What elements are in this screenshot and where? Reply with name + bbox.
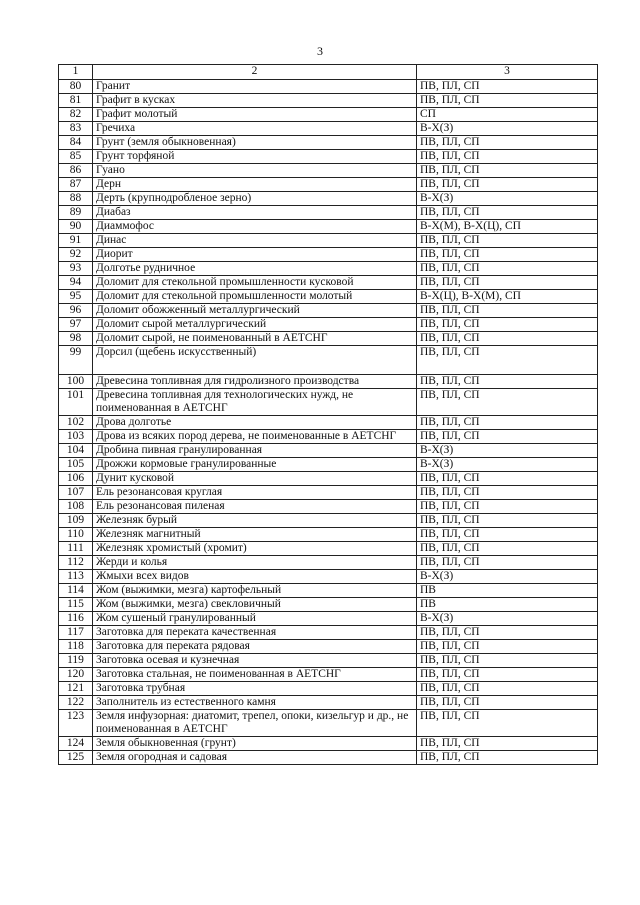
table-row <box>59 612 598 626</box>
table-row <box>59 304 598 318</box>
table-row <box>59 737 598 751</box>
row-code: ПВ, ПЛ, СП <box>417 248 598 262</box>
row-name: Доломит сырой, не поименованный в АЕТСНГ <box>93 332 417 346</box>
row-number: 94 <box>59 276 93 290</box>
row-name: Заготовка для переката качественная <box>93 626 417 640</box>
row-code: ПВ, ПЛ, СП <box>417 262 598 276</box>
row-code: ПВ, ПЛ, СП <box>417 751 598 765</box>
table-row <box>59 458 598 472</box>
table-row <box>59 416 598 430</box>
row-number: 83 <box>59 122 93 136</box>
table-row <box>59 346 598 375</box>
row-number: 100 <box>59 375 93 389</box>
row-number: 86 <box>59 164 93 178</box>
row-number: 122 <box>59 696 93 710</box>
table-row <box>59 430 598 444</box>
table-row <box>59 164 598 178</box>
row-number: 85 <box>59 150 93 164</box>
row-name: Диаммофос <box>93 220 417 234</box>
row-number: 81 <box>59 94 93 108</box>
row-number: 105 <box>59 458 93 472</box>
row-code: ПВ, ПЛ, СП <box>417 150 598 164</box>
row-code: ПВ, ПЛ, СП <box>417 500 598 514</box>
column-header-name: 2 <box>93 65 417 80</box>
table-row <box>59 248 598 262</box>
row-code: В-Х(З) <box>417 122 598 136</box>
row-name: Заготовка осевая и кузнечная <box>93 654 417 668</box>
row-number: 98 <box>59 332 93 346</box>
table-row <box>59 108 598 122</box>
row-name: Доломит для стекольной промышленности кусковой <box>93 276 417 290</box>
row-name: Гранит <box>93 80 417 94</box>
table-row <box>59 276 598 290</box>
row-name: Жмыхи всех видов <box>93 570 417 584</box>
row-number: 123 <box>59 710 93 737</box>
row-number: 90 <box>59 220 93 234</box>
table-row <box>59 514 598 528</box>
row-name: Жерди и колья <box>93 556 417 570</box>
row-number: 95 <box>59 290 93 304</box>
table-row <box>59 444 598 458</box>
row-code: ПВ, ПЛ, СП <box>417 710 598 737</box>
row-number: 120 <box>59 668 93 682</box>
row-number: 89 <box>59 206 93 220</box>
row-name: Земля инфузорная: диатомит, трепел, опоки, кизельгур и др., не поименованная в АЕТСНГ <box>93 710 417 737</box>
row-code: ПВ, ПЛ, СП <box>417 626 598 640</box>
row-name: Дрова долготье <box>93 416 417 430</box>
row-code: ПВ, ПЛ, СП <box>417 304 598 318</box>
row-number: 111 <box>59 542 93 556</box>
table-row <box>59 682 598 696</box>
row-number: 124 <box>59 737 93 751</box>
row-name: Железняк магнитный <box>93 528 417 542</box>
row-code: ПВ <box>417 598 598 612</box>
table-row <box>59 318 598 332</box>
row-number: 97 <box>59 318 93 332</box>
row-number: 114 <box>59 584 93 598</box>
row-name: Жом сушеный гранулированный <box>93 612 417 626</box>
row-number: 112 <box>59 556 93 570</box>
row-number: 108 <box>59 500 93 514</box>
row-name: Доломит для стекольной промышленности молотый <box>93 290 417 304</box>
table-row <box>59 654 598 668</box>
row-code: В-Х(Ц), В-Х(М), СП <box>417 290 598 304</box>
row-code: ПВ, ПЛ, СП <box>417 682 598 696</box>
row-code: ПВ, ПЛ, СП <box>417 178 598 192</box>
row-number: 119 <box>59 654 93 668</box>
row-code: ПВ, ПЛ, СП <box>417 276 598 290</box>
column-header-number: 1 <box>59 65 93 80</box>
table-row <box>59 751 598 765</box>
row-number: 91 <box>59 234 93 248</box>
table-row <box>59 94 598 108</box>
table-row <box>59 206 598 220</box>
table-row <box>59 80 598 94</box>
row-name: Дерть (крупнодробленое зерно) <box>93 192 417 206</box>
row-name: Гречиха <box>93 122 417 136</box>
row-number: 125 <box>59 751 93 765</box>
row-code: СП <box>417 108 598 122</box>
row-code: ПВ <box>417 584 598 598</box>
table-row <box>59 570 598 584</box>
row-number: 92 <box>59 248 93 262</box>
row-name: Земля огородная и садовая <box>93 751 417 765</box>
row-name: Графит в кусках <box>93 94 417 108</box>
row-name: Дробина пивная гранулированная <box>93 444 417 458</box>
table-header-row <box>59 65 598 80</box>
row-code: В-Х(М), В-Х(Ц), СП <box>417 220 598 234</box>
row-name: Дрова из всяких пород дерева, не поименованные в АЕТСНГ <box>93 430 417 444</box>
row-code: ПВ, ПЛ, СП <box>417 696 598 710</box>
row-code: ПВ, ПЛ, СП <box>417 654 598 668</box>
row-code: ПВ, ПЛ, СП <box>417 80 598 94</box>
table-row <box>59 626 598 640</box>
row-name: Жом (выжимки, мезга) картофельный <box>93 584 417 598</box>
table-row <box>59 136 598 150</box>
row-name: Диабаз <box>93 206 417 220</box>
table-row <box>59 696 598 710</box>
row-number: 115 <box>59 598 93 612</box>
row-name: Долготье рудничное <box>93 262 417 276</box>
row-name: Заготовка стальная, не поименованная в АЕТСНГ <box>93 668 417 682</box>
row-code: ПВ, ПЛ, СП <box>417 668 598 682</box>
row-name: Диорит <box>93 248 417 262</box>
table-row <box>59 500 598 514</box>
row-code: ПВ, ПЛ, СП <box>417 514 598 528</box>
row-name: Графит молотый <box>93 108 417 122</box>
row-name: Дорсил (щебень искусственный) <box>93 346 417 375</box>
table-row <box>59 262 598 276</box>
row-code: ПВ, ПЛ, СП <box>417 206 598 220</box>
row-name: Заполнитель из естественного камня <box>93 696 417 710</box>
table-row <box>59 122 598 136</box>
row-name: Дерн <box>93 178 417 192</box>
row-number: 87 <box>59 178 93 192</box>
row-name: Грунт (земля обыкновенная) <box>93 136 417 150</box>
row-number: 99 <box>59 346 93 375</box>
row-code: ПВ, ПЛ, СП <box>417 416 598 430</box>
cargo-table <box>58 64 598 765</box>
row-code: В-Х(З) <box>417 192 598 206</box>
row-code: ПВ, ПЛ, СП <box>417 318 598 332</box>
table-row <box>59 332 598 346</box>
table-row <box>59 542 598 556</box>
row-name: Ель резонансовая круглая <box>93 486 417 500</box>
table-row <box>59 584 598 598</box>
row-name: Древесина топливная для технологических нужд, не поименованная в АЕТСНГ <box>93 389 417 416</box>
table-row <box>59 150 598 164</box>
table-row <box>59 528 598 542</box>
row-name: Доломит обожженный металлургический <box>93 304 417 318</box>
table-row <box>59 234 598 248</box>
table-row <box>59 178 598 192</box>
row-code: ПВ, ПЛ, СП <box>417 542 598 556</box>
row-name: Ель резонансовая пиленая <box>93 500 417 514</box>
row-name: Дунит кусковой <box>93 472 417 486</box>
row-name: Жом (выжимки, мезга) свекловичный <box>93 598 417 612</box>
row-code: В-Х(З) <box>417 570 598 584</box>
table-row <box>59 220 598 234</box>
row-number: 96 <box>59 304 93 318</box>
row-name: Заготовка для переката рядовая <box>93 640 417 654</box>
table-row <box>59 668 598 682</box>
row-code: ПВ, ПЛ, СП <box>417 234 598 248</box>
row-code: ПВ, ПЛ, СП <box>417 94 598 108</box>
row-number: 118 <box>59 640 93 654</box>
row-number: 109 <box>59 514 93 528</box>
row-number: 84 <box>59 136 93 150</box>
row-code: ПВ, ПЛ, СП <box>417 486 598 500</box>
table-row <box>59 486 598 500</box>
row-number: 101 <box>59 389 93 416</box>
row-name: Дрожжи кормовые гранулированные <box>93 458 417 472</box>
row-code: ПВ, ПЛ, СП <box>417 556 598 570</box>
row-number: 113 <box>59 570 93 584</box>
row-number: 103 <box>59 430 93 444</box>
row-name: Гуано <box>93 164 417 178</box>
row-code: ПВ, ПЛ, СП <box>417 332 598 346</box>
row-number: 88 <box>59 192 93 206</box>
table-row <box>59 598 598 612</box>
table-row <box>59 710 598 737</box>
row-name: Динас <box>93 234 417 248</box>
row-name: Грунт торфяной <box>93 150 417 164</box>
row-code: ПВ, ПЛ, СП <box>417 346 598 375</box>
row-name: Железняк бурый <box>93 514 417 528</box>
table-row <box>59 290 598 304</box>
row-name: Заготовка трубная <box>93 682 417 696</box>
row-number: 107 <box>59 486 93 500</box>
row-number: 80 <box>59 80 93 94</box>
table-row <box>59 640 598 654</box>
row-code: ПВ, ПЛ, СП <box>417 136 598 150</box>
row-code: ПВ, ПЛ, СП <box>417 737 598 751</box>
table-row <box>59 556 598 570</box>
row-code: ПВ, ПЛ, СП <box>417 430 598 444</box>
row-name: Земля обыкновенная (грунт) <box>93 737 417 751</box>
row-code: В-Х(З) <box>417 612 598 626</box>
table-row <box>59 375 598 389</box>
row-number: 116 <box>59 612 93 626</box>
row-code: В-Х(З) <box>417 458 598 472</box>
table-row <box>59 389 598 416</box>
row-number: 82 <box>59 108 93 122</box>
row-code: ПВ, ПЛ, СП <box>417 164 598 178</box>
row-name: Доломит сырой металлургический <box>93 318 417 332</box>
row-number: 106 <box>59 472 93 486</box>
row-name: Древесина топливная для гидролизного производства <box>93 375 417 389</box>
row-number: 121 <box>59 682 93 696</box>
row-number: 104 <box>59 444 93 458</box>
row-number: 93 <box>59 262 93 276</box>
row-code: ПВ, ПЛ, СП <box>417 389 598 416</box>
page-number: 3 <box>317 44 323 58</box>
row-code: ПВ, ПЛ, СП <box>417 472 598 486</box>
row-code: ПВ, ПЛ, СП <box>417 375 598 389</box>
table-row <box>59 192 598 206</box>
table-row <box>59 472 598 486</box>
row-number: 102 <box>59 416 93 430</box>
row-code: ПВ, ПЛ, СП <box>417 528 598 542</box>
row-code: ПВ, ПЛ, СП <box>417 640 598 654</box>
row-number: 110 <box>59 528 93 542</box>
row-number: 117 <box>59 626 93 640</box>
row-code: В-Х(З) <box>417 444 598 458</box>
column-header-code: 3 <box>417 65 598 80</box>
row-name: Железняк хромистый (хромит) <box>93 542 417 556</box>
